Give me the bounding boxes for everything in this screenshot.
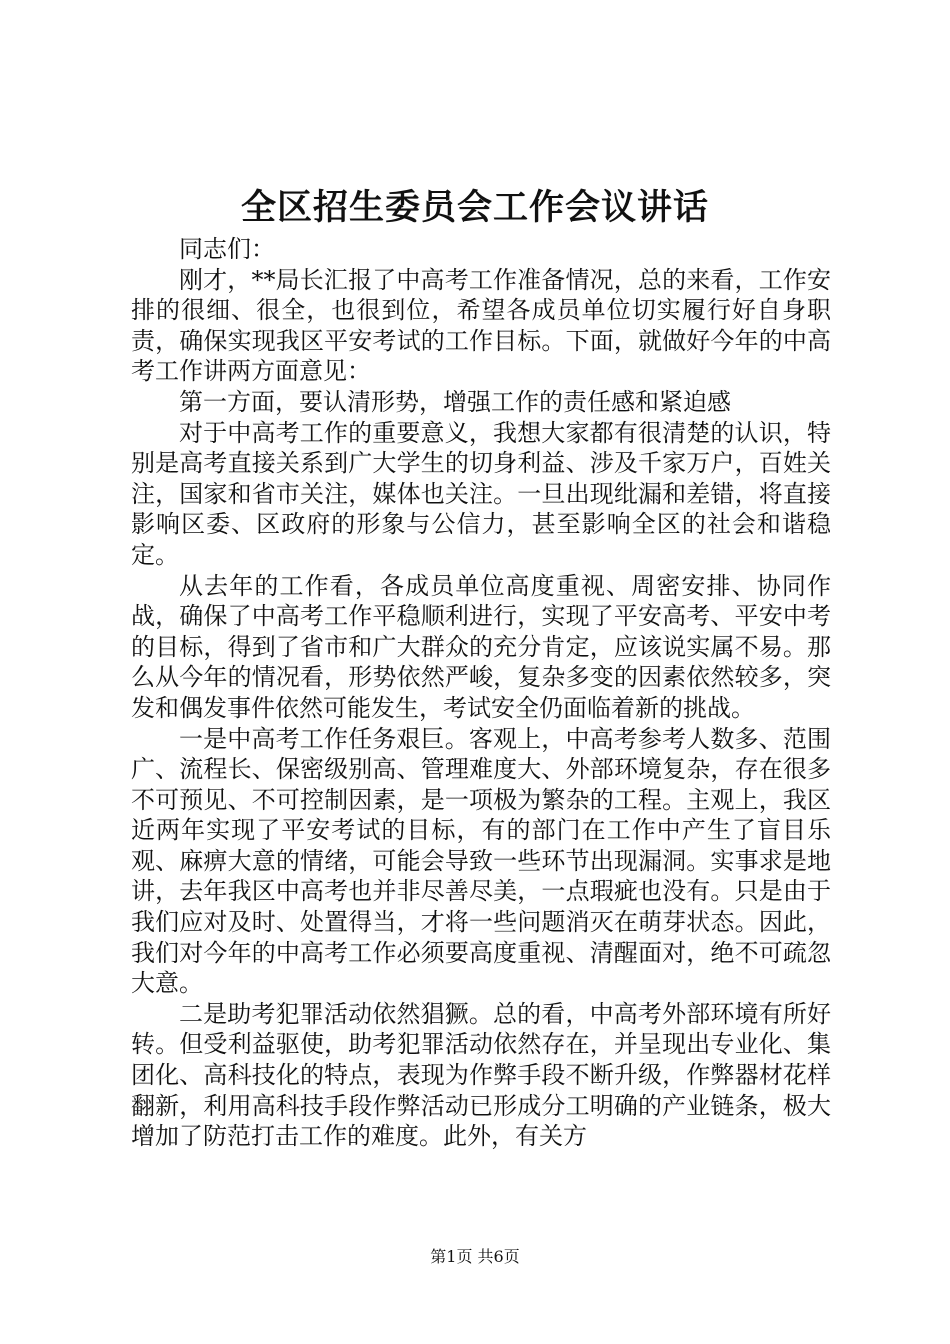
document-body — [131, 234, 831, 1152]
document-title: 全区招生委员会工作会议讲话 — [240, 187, 709, 228]
paragraph-intro: 刚才，**局长汇报了中高考工作准备情况，总的来看，工作安排的很细、很全，也很到位，希望各成员单位切实履行好自身职责，确保实现我区平安考试的工作目标。下面，就做好今年的中高考工作讲两方面意见： — [131, 265, 831, 386]
paragraph-last-year: 从去年的工作看，各成员单位高度重视、周密安排、协同作战，确保了中高考工作平稳顺利进行，实现了平安高考、平安中考的目标，得到了省市和广大群众的充分肯定，应该说实属不易。那么从今年的情况看，形势依然严峻，复杂多变的因素依然较多，突发和偶发事件依然可能发生，考试安全仍面临着新的挑战。 — [131, 571, 831, 722]
page-footer: 第1页 共6页 — [430, 1247, 520, 1266]
paragraph-salutation: 同志们： — [179, 235, 275, 263]
paragraph-importance: 对于中高考工作的重要意义，我想大家都有很清楚的认识，特别是高考直接关系到广大学生的切身利益、涉及千家万户，百姓关注，国家和省市关注，媒体也关注。一旦出现纰漏和差错，将直接影响区委、区政府的形象与公信力，甚至影响全区的社会和谐稳定。 — [131, 418, 831, 569]
paragraph-section-heading: 第一方面，要认清形势，增强工作的责任感和紧迫感 — [179, 387, 731, 416]
paragraph-point-two: 二是助考犯罪活动依然猖獗。总的看，中高考外部环境有所好转。但受利益驱使，助考犯罪活动依然存在，并呈现出专业化、集团化、高科技化的特点，表现为作弊手段不断升级，作弊器材花样翻新，利用高科技手段作弊活动已形成分工明确的产业链条，极大增加了防范打击工作的难度。此外，有关方 — [131, 999, 831, 1151]
paragraph-point-one: 一是中高考工作任务艰巨。客观上，中高考参考人数多、范围广、流程长、保密级别高、管理难度大、外部环境复杂，存在很多不可预见、不可控制因素，是一项极为繁杂的工程。主观上，我区近两年实现了平安考试的目标，有的部门在工作中产生了盲目乐观、麻痹大意的情绪，可能会导致一些环节出现漏洞。实事求是地讲，去年我区中高考也并非尽善尽美，一点瑕疵也没有。只是由于我们应对及时、处置得当，才将一些问题消灭在萌芽状态。因此，我们对今年的中高考工作必须要高度重视、清醒面对，绝不可疏忽大意。 — [131, 724, 831, 998]
